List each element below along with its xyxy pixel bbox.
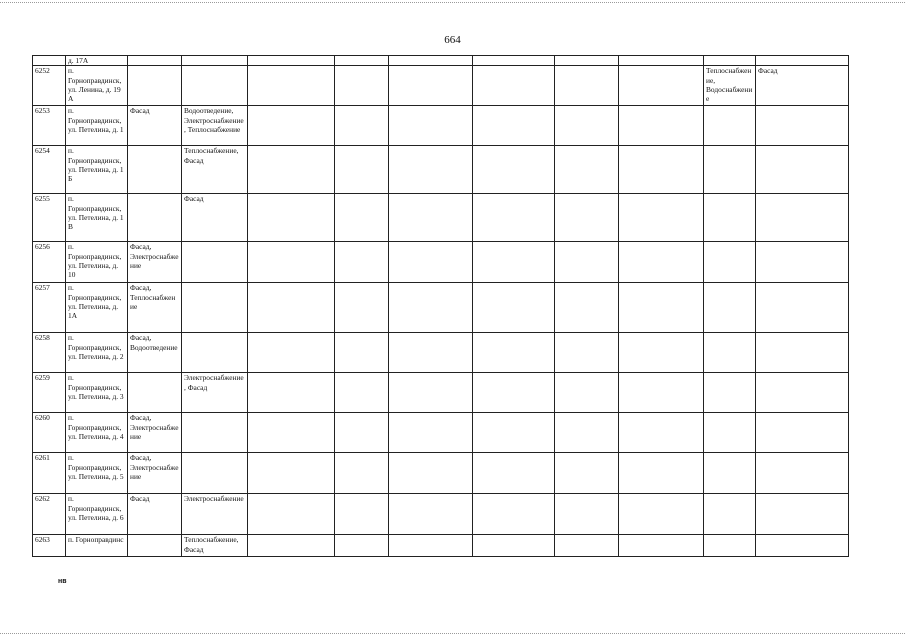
empty-cell	[555, 242, 619, 283]
address-cell: п. Горноправдинск, ул. Петелина, д. 1А	[66, 283, 128, 333]
number-cell: 6256	[33, 242, 66, 283]
table-row	[33, 373, 849, 413]
empty-cell	[555, 106, 619, 146]
table-row	[33, 283, 849, 333]
empty-cell	[389, 283, 473, 333]
empty-cell	[248, 535, 335, 557]
empty-cell	[389, 333, 473, 373]
empty-cell	[248, 333, 335, 373]
scan-edge-bottom	[0, 633, 905, 634]
empty-cell	[335, 106, 389, 146]
empty-cell	[473, 373, 555, 413]
work-type-cell	[704, 194, 756, 242]
address-cell: п. Горноправдинск, ул. Петелина, д. 10	[66, 242, 128, 283]
empty-cell	[248, 373, 335, 413]
table-row	[33, 494, 849, 535]
empty-cell	[619, 373, 704, 413]
work-type-cell	[756, 146, 849, 194]
empty-cell	[555, 535, 619, 557]
empty-cell	[555, 373, 619, 413]
empty-cell	[619, 56, 704, 66]
empty-cell	[248, 453, 335, 494]
empty-cell	[335, 66, 389, 106]
work-type-cell: Теплоснабжение, Фасад	[182, 535, 248, 557]
empty-cell	[473, 535, 555, 557]
work-type-cell	[704, 373, 756, 413]
empty-cell	[389, 194, 473, 242]
empty-cell	[389, 66, 473, 106]
empty-cell	[473, 56, 555, 66]
work-type-cell	[756, 333, 849, 373]
empty-cell	[473, 283, 555, 333]
empty-cell	[555, 194, 619, 242]
number-cell: 6254	[33, 146, 66, 194]
work-type-cell	[756, 106, 849, 146]
empty-cell	[389, 535, 473, 557]
empty-cell	[128, 56, 182, 66]
empty-cell	[389, 373, 473, 413]
address-cell: п. Горноправдинск, ул. Петелина, д. 3	[66, 373, 128, 413]
number-cell	[33, 56, 66, 66]
empty-cell	[335, 453, 389, 494]
work-type-cell: Фасад	[182, 194, 248, 242]
empty-cell	[756, 56, 849, 66]
number-cell: 6258	[33, 333, 66, 373]
empty-cell	[619, 453, 704, 494]
table-row	[33, 66, 849, 106]
work-type-cell	[128, 373, 182, 413]
work-type-cell: Фасад	[128, 106, 182, 146]
empty-cell	[335, 146, 389, 194]
empty-cell	[619, 333, 704, 373]
empty-cell	[619, 283, 704, 333]
work-type-cell: Фасад, Электроснабжение	[128, 413, 182, 453]
table-row	[33, 146, 849, 194]
address-cell: п. Горноправдинск, ул. Петелина, д. 1 Б	[66, 146, 128, 194]
work-type-cell	[756, 283, 849, 333]
address-cell: п. Горноправдинск, ул. Петелина, д. 1 В	[66, 194, 128, 242]
work-type-cell: Электроснабжение	[182, 494, 248, 535]
empty-cell	[555, 453, 619, 494]
empty-cell	[248, 194, 335, 242]
work-type-cell: Фасад	[128, 494, 182, 535]
empty-cell	[248, 413, 335, 453]
work-type-cell	[756, 535, 849, 557]
empty-cell	[619, 66, 704, 106]
empty-cell	[389, 242, 473, 283]
work-type-cell	[704, 242, 756, 283]
empty-cell	[555, 333, 619, 373]
work-type-cell: Фасад, Электроснабжение	[128, 453, 182, 494]
empty-cell	[389, 494, 473, 535]
empty-cell	[335, 535, 389, 557]
table-row	[33, 194, 849, 242]
empty-cell	[389, 453, 473, 494]
work-type-cell	[756, 242, 849, 283]
empty-cell	[248, 56, 335, 66]
empty-cell	[335, 283, 389, 333]
empty-cell	[619, 242, 704, 283]
table-row	[33, 106, 849, 146]
work-type-cell	[704, 535, 756, 557]
address-cell: п. Горноправдинс	[66, 535, 128, 557]
work-type-cell	[756, 413, 849, 453]
empty-cell	[473, 333, 555, 373]
continuation-row	[33, 56, 849, 66]
work-type-cell	[756, 453, 849, 494]
empty-cell	[335, 333, 389, 373]
empty-cell	[555, 494, 619, 535]
address-cell: п. Горноправдинск, ул. Петелина, д. 2	[66, 333, 128, 373]
work-type-cell	[704, 413, 756, 453]
empty-cell	[473, 146, 555, 194]
empty-cell	[248, 283, 335, 333]
empty-cell	[389, 56, 473, 66]
empty-cell	[619, 494, 704, 535]
empty-cell	[248, 66, 335, 106]
work-type-cell	[756, 373, 849, 413]
empty-cell	[473, 453, 555, 494]
empty-cell	[555, 56, 619, 66]
empty-cell	[619, 106, 704, 146]
work-type-cell	[704, 106, 756, 146]
number-cell: 6253	[33, 106, 66, 146]
number-cell: 6259	[33, 373, 66, 413]
empty-cell	[248, 106, 335, 146]
empty-cell	[473, 413, 555, 453]
number-cell: 6261	[33, 453, 66, 494]
work-type-cell	[182, 453, 248, 494]
work-type-cell	[128, 535, 182, 557]
scan-edge-top	[0, 2, 905, 3]
work-type-cell: Теплоснабжение, Фасад	[182, 146, 248, 194]
empty-cell	[473, 194, 555, 242]
table-row	[33, 413, 849, 453]
empty-cell	[555, 66, 619, 106]
work-type-cell: Фасад, Электроснабжение	[128, 242, 182, 283]
work-type-cell: Водоотведение, Электроснабжение, Теплоснабжение	[182, 106, 248, 146]
registry-table	[32, 55, 849, 557]
table-row	[33, 242, 849, 283]
work-type-cell: Фасад, Водоотведение	[128, 333, 182, 373]
work-type-cell	[128, 194, 182, 242]
work-type-cell	[704, 494, 756, 535]
work-type-cell	[182, 242, 248, 283]
work-type-cell	[756, 494, 849, 535]
work-type-cell	[128, 146, 182, 194]
empty-cell	[248, 494, 335, 535]
work-type-cell	[128, 66, 182, 106]
work-type-cell	[704, 333, 756, 373]
work-type-cell	[182, 333, 248, 373]
footer-mark: нв	[58, 578, 67, 585]
work-type-cell	[182, 413, 248, 453]
work-type-cell	[182, 283, 248, 333]
empty-cell	[473, 106, 555, 146]
work-type-cell	[704, 453, 756, 494]
empty-cell	[335, 494, 389, 535]
number-cell: 6255	[33, 194, 66, 242]
empty-cell	[704, 56, 756, 66]
work-type-cell	[704, 283, 756, 333]
address-cell: д. 17А	[66, 56, 128, 66]
empty-cell	[335, 56, 389, 66]
work-type-cell: Фасад, Теплоснабжение	[128, 283, 182, 333]
work-type-cell	[704, 146, 756, 194]
empty-cell	[555, 146, 619, 194]
empty-cell	[389, 146, 473, 194]
address-cell: п. Горноправдинск, ул. Петелина, д. 4	[66, 413, 128, 453]
table-row	[33, 453, 849, 494]
table-row	[33, 333, 849, 373]
number-cell: 6262	[33, 494, 66, 535]
empty-cell	[619, 146, 704, 194]
address-cell: п. Горноправдинск, ул. Петелина, д. 5	[66, 453, 128, 494]
number-cell: 6257	[33, 283, 66, 333]
empty-cell	[389, 413, 473, 453]
empty-cell	[619, 413, 704, 453]
empty-cell	[389, 106, 473, 146]
empty-cell	[473, 242, 555, 283]
number-cell: 6252	[33, 66, 66, 106]
empty-cell	[335, 194, 389, 242]
empty-cell	[473, 66, 555, 106]
empty-cell	[335, 413, 389, 453]
empty-cell	[248, 242, 335, 283]
page-number: 664	[444, 34, 461, 46]
empty-cell	[555, 413, 619, 453]
address-cell: п. Горноправдинск, ул. Петелина, д. 1	[66, 106, 128, 146]
address-cell: п. Горноправдинск, ул. Ленина, д. 19 А	[66, 66, 128, 106]
work-type-cell	[756, 194, 849, 242]
empty-cell	[473, 494, 555, 535]
empty-cell	[619, 194, 704, 242]
work-type-cell: Фасад	[756, 66, 849, 106]
number-cell: 6260	[33, 413, 66, 453]
number-cell: 6263	[33, 535, 66, 557]
address-cell: п. Горноправдинск, ул. Петелина, д. 6	[66, 494, 128, 535]
work-type-cell: Электроснабжение, Фасад	[182, 373, 248, 413]
empty-cell	[182, 56, 248, 66]
empty-cell	[335, 242, 389, 283]
empty-cell	[555, 283, 619, 333]
empty-cell	[248, 146, 335, 194]
work-type-cell: Теплоснабжение, Водоснабжение	[704, 66, 756, 106]
work-type-cell	[182, 66, 248, 106]
empty-cell	[619, 535, 704, 557]
empty-cell	[335, 373, 389, 413]
table-row	[33, 535, 849, 557]
registry-table-body	[33, 56, 849, 557]
